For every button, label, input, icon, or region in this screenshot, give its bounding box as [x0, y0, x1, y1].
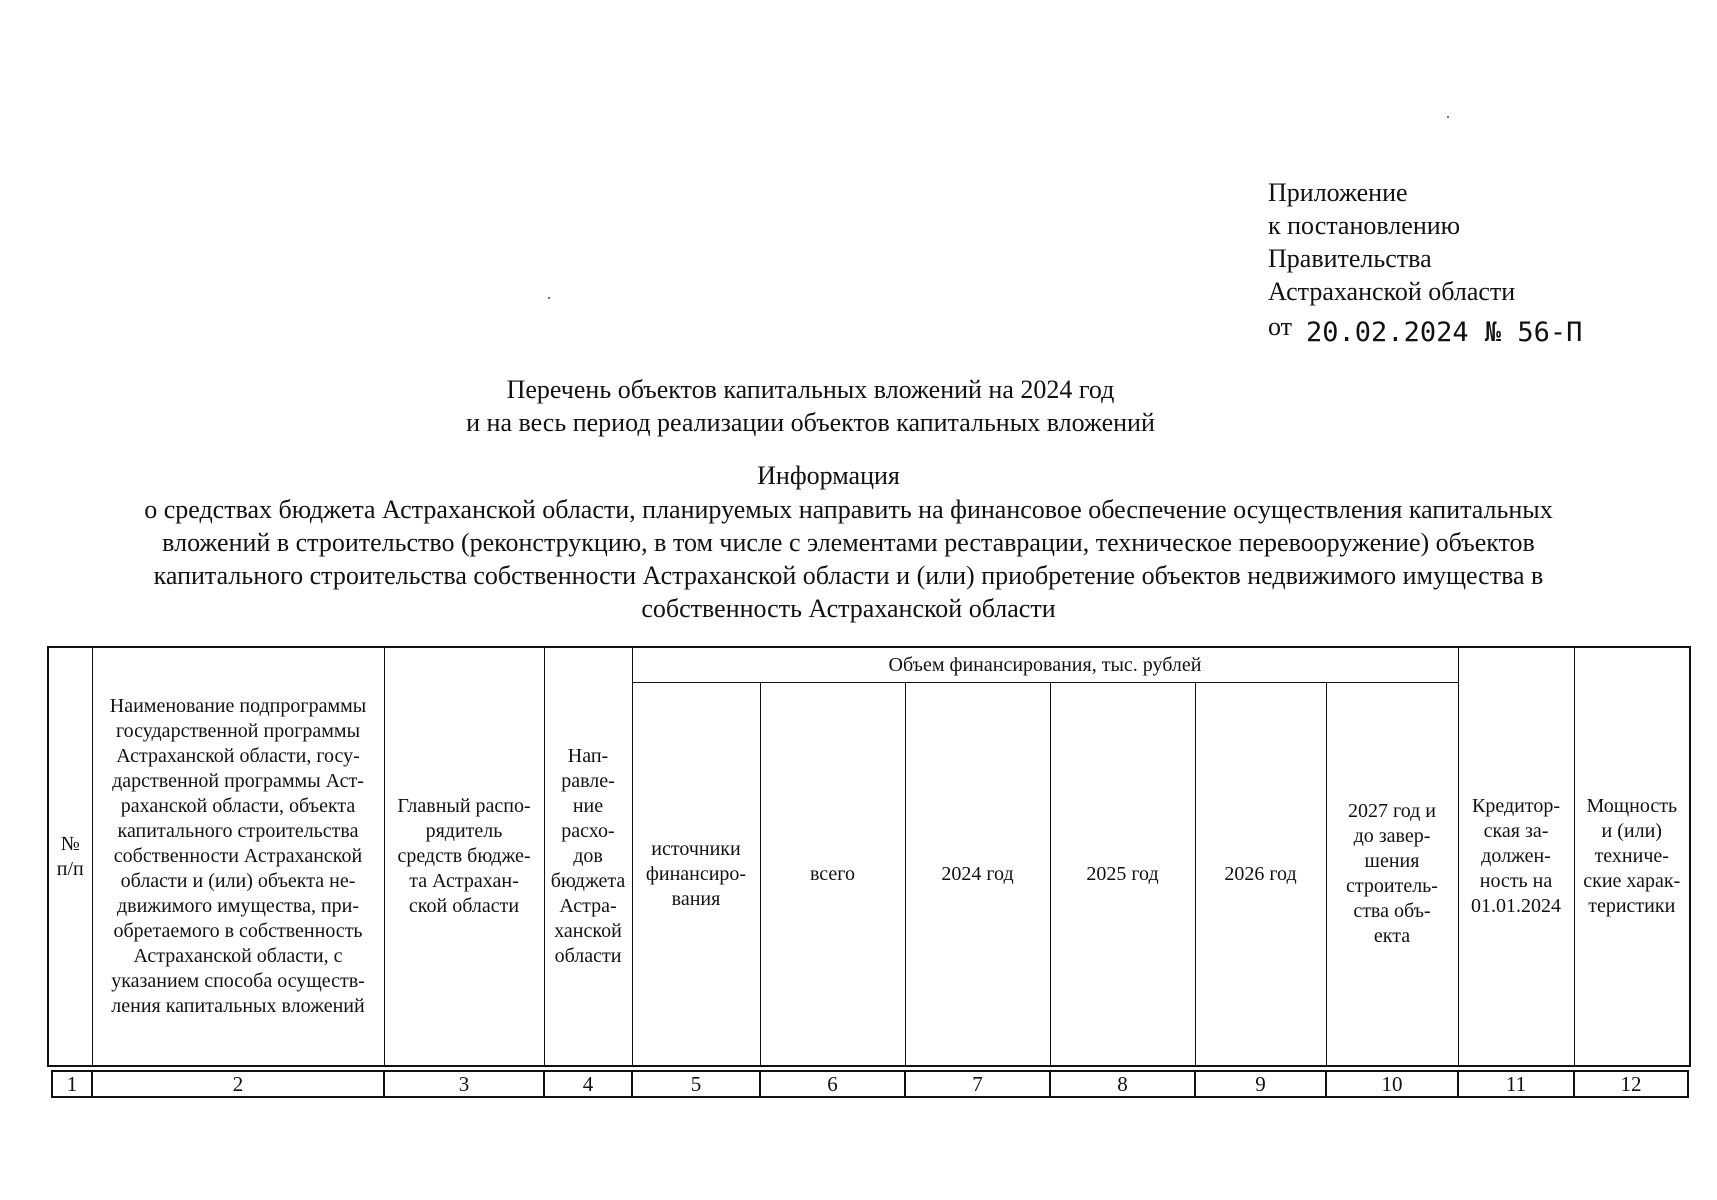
header-total: всего [760, 683, 905, 1067]
resolution-date-number: 20.02.2024 № 56-П [1306, 317, 1583, 348]
info-line: о средствах бюджета Астраханской области, планируемых направить на финансовое обеспечение осуществления капитальных [144, 495, 1553, 524]
header-object-name: Наименование подпрограммы государственной программы Астраханской области, госу- дарственной программы Аст- раханской области, объекта капитального строительства собственности Астраханской области и (или) объекта не- движимого имущества, при- обретаемого в собственность Астраханской области, с указанием способа осуществ- ления капитальных вложений [92, 647, 384, 1066]
column-number: 3 [384, 1071, 544, 1097]
title-line: и на весь период реализации объектов капитальных вложений [466, 408, 1155, 437]
info-description [0, 493, 1707, 625]
header-year-2025: 2025 год [1050, 683, 1195, 1067]
appendix-line: Астраханской области [1268, 277, 1516, 306]
appendix-date-line [1268, 310, 1583, 348]
header-financing-volume: Объем финансирования, тыс. рублей [632, 647, 1458, 683]
header-creditor-debt: Кредитор- ская за- должен- ность на 01.01.2024 [1458, 647, 1574, 1066]
list-title [0, 373, 1669, 439]
header-year-2027-plus: 2027 год и до завер- шения строитель- ства объ- екта [1326, 683, 1458, 1067]
column-number: 6 [760, 1071, 905, 1097]
info-line: капитального строительства собственности Астраханской области и (или) приобретение объектов недвижимого имущества в [153, 561, 1544, 590]
column-number: 10 [1326, 1071, 1458, 1097]
scan-speck [1447, 116, 1449, 118]
column-number: 1 [52, 1071, 92, 1097]
column-number: 7 [905, 1071, 1050, 1097]
date-prefix: от [1268, 312, 1293, 341]
column-number: 4 [544, 1071, 632, 1097]
info-heading-text: Информация [757, 461, 900, 490]
header-year-2026: 2026 год [1195, 683, 1326, 1067]
appendix-line: Приложение [1268, 178, 1408, 207]
title-line: Перечень объектов капитальных вложений на 2024 год [506, 375, 1115, 404]
info-line: вложений в строительство (реконструкцию, в том числе с элементами реставрации, техническое перевооружение) объектов [162, 528, 1535, 557]
header-main-manager: Главный распо- рядитель средств бюдже- та Астрахан- ской области [384, 647, 544, 1066]
column-number: 11 [1458, 1071, 1574, 1097]
column-number: 8 [1050, 1071, 1195, 1097]
info-line: собственность Астраханской области [641, 594, 1056, 623]
column-number: 5 [632, 1071, 760, 1097]
column-number: 12 [1574, 1071, 1688, 1097]
column-number: 2 [92, 1071, 384, 1097]
appendix-line: к постановлению [1268, 211, 1461, 240]
header-year-2024: 2024 год [905, 683, 1050, 1067]
column-number: 9 [1195, 1071, 1326, 1097]
scan-speck [548, 297, 550, 299]
capital-investments-table [47, 646, 1691, 1067]
header-expense-direction: Нап- равле- ние расхо- дов бюджета Астра- ханской области [544, 647, 632, 1066]
appendix-block [1268, 176, 1583, 348]
appendix-line: Правительства [1268, 244, 1432, 273]
header-funding-sources: источники финансиро- вания [632, 683, 760, 1067]
column-numbers-row [51, 1070, 1689, 1098]
header-capacity: Мощность и (или) техниче- ские харак- теристики [1574, 647, 1690, 1066]
header-row-number: № п/п [48, 647, 92, 1066]
info-heading [0, 459, 1687, 492]
